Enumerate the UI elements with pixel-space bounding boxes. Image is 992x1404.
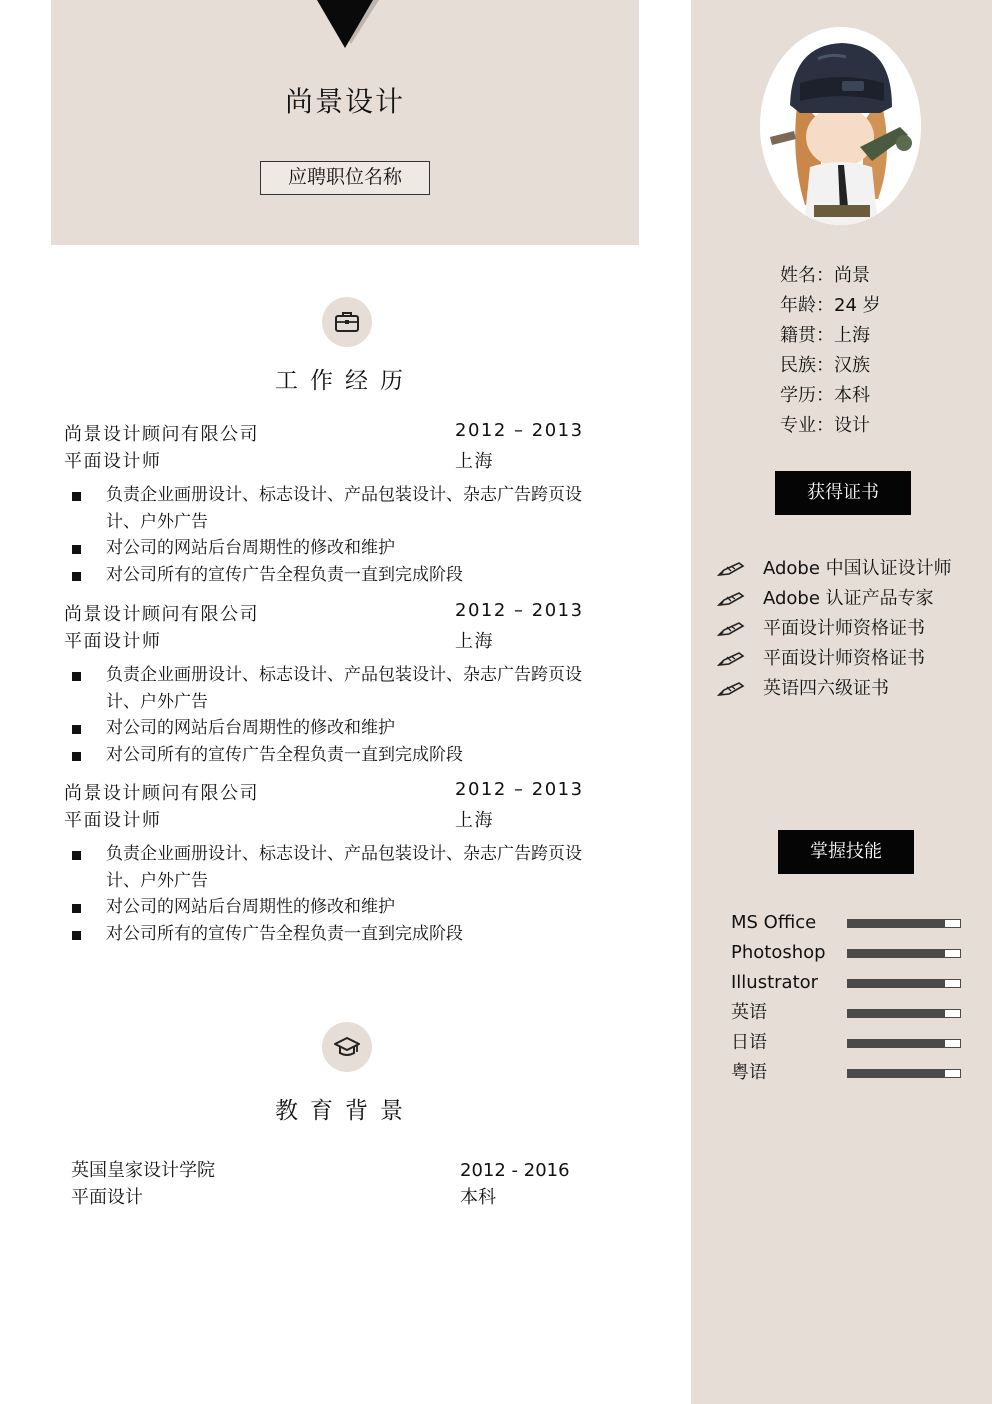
certificate-label: 平面设计师资格证书 [763,618,925,639]
avatar [760,27,921,225]
certificate-label: Adobe 中国认证设计师 [763,558,952,579]
profile-hometown: 籍贯：上海 [780,325,870,346]
certificates-heading: 获得证书 [775,471,911,515]
skill-bar [847,1039,961,1048]
profile-degree: 学历：本科 [780,385,870,406]
duty-item [72,894,612,921]
job-entry [64,600,624,765]
education-degree: 本科 [460,1187,496,1208]
certificate-item [715,644,952,674]
job-location: 上海 [455,810,494,831]
skill-item [731,1028,971,1058]
skill-item [731,968,971,998]
job-duties [72,841,612,947]
skill-bar-fill [848,1040,945,1047]
job-entry [64,779,624,944]
skill-bar [847,979,961,988]
skill-name: MS Office [731,912,817,933]
skill-bar-fill [848,950,945,957]
bullet-square [72,931,81,940]
job-period: 2012 – 2013 [455,600,584,621]
job-header-row [64,600,624,627]
duty-text: 对公司的网站后台周期性的修改和维护 [106,897,395,917]
bullet-square [72,904,81,913]
skill-bar [847,1069,961,1078]
job-company: 尚景设计顾问有限公司 [64,424,259,445]
job-title-box: 应聘职位名称 [260,161,430,195]
duty-item [72,715,612,742]
certificate-item [715,674,952,704]
duty-item [72,535,612,562]
duty-text: 对公司所有的宣传广告全程负责一直到完成阶段 [106,744,463,765]
certificate-label: 英语四六级证书 [763,678,889,699]
skill-item [731,938,971,968]
bullet-square [72,725,81,734]
skill-name: 粤语 [731,1062,767,1083]
pen-icon [717,620,745,638]
duty-text: 负责企业画册设计、标志设计、产品包装设计、杂志广告跨页设计、户外广告 [106,844,582,891]
duty-item [72,482,612,535]
duty-text: 对公司的网站后台周期性的修改和维护 [106,538,395,558]
skill-name: Photoshop [731,942,826,963]
duty-item [72,921,612,948]
candidate-name: 尚景设计 [284,85,405,118]
pen-icon [717,650,745,668]
skill-item [731,998,971,1028]
skills-heading: 掌握技能 [778,830,914,874]
job-header-row [64,420,624,447]
skill-bar-fill [848,980,945,987]
job-period: 2012 – 2013 [455,779,584,800]
duty-item [72,742,612,769]
work-section-title: 工作经历 [275,368,415,394]
duty-text: 对公司所有的宣传广告全程负责一直到完成阶段 [106,923,463,944]
skill-item [731,1058,971,1088]
avatar-illustration [760,27,921,225]
sidebar [691,0,992,1404]
duty-text: 对公司的网站后台周期性的修改和维护 [106,718,395,738]
skill-bar [847,1009,961,1018]
education-section-title: 教育背景 [275,1098,415,1124]
pen-icon [717,680,745,698]
job-duties [72,482,612,588]
duty-item [72,662,612,715]
skill-bar-fill [848,920,945,927]
job-header-row [64,779,624,806]
profile-age: 年龄：24 岁 [780,295,881,316]
education-section-icon [322,1022,372,1072]
duty-item [72,562,612,589]
bullet-square [72,492,81,501]
certificate-label: 平面设计师资格证书 [763,648,925,669]
profile-name: 姓名：尚景 [780,265,870,286]
pen-icon [717,560,745,578]
certificate-label: Adobe 认证产品专家 [763,588,934,609]
skill-name: 英语 [731,1002,767,1023]
job-subheader-row [64,806,624,833]
bullet-square [72,545,81,554]
certificate-item [715,554,952,584]
duty-text: 对公司所有的宣传广告全程负责一直到完成阶段 [106,564,463,585]
bullet-square [72,752,81,761]
header-block [51,0,639,245]
job-subheader-row [64,627,624,654]
graduation-cap-icon [334,1034,360,1060]
profile-info [780,261,881,441]
pen-icon [717,590,745,608]
job-role: 平面设计师 [64,451,162,472]
skill-bar [847,919,961,928]
job-subheader-row [64,447,624,474]
skill-bar-fill [848,1070,945,1077]
bullet-square [72,572,81,581]
job-duties [72,662,612,768]
job-location: 上海 [455,631,494,652]
education-period: 2012 - 2016 [460,1160,570,1181]
duty-text: 负责企业画册设计、标志设计、产品包装设计、杂志广告跨页设计、户外广告 [106,665,582,712]
job-entry [64,420,624,585]
job-role: 平面设计师 [64,810,162,831]
skill-item [731,908,971,938]
certificates-list [715,554,952,704]
bullet-square [72,851,81,860]
skill-name: 日语 [731,1032,767,1053]
job-company: 尚景设计顾问有限公司 [64,604,259,625]
duty-item [72,841,612,894]
skills-list [731,908,971,1088]
work-section-icon [322,297,372,347]
education-major: 平面设计 [71,1187,143,1208]
job-company: 尚景设计顾问有限公司 [64,783,259,804]
bullet-square [72,672,81,681]
profile-major: 专业：设计 [780,415,870,436]
skill-name: Illustrator [731,972,819,993]
certificate-item [715,584,952,614]
job-location: 上海 [455,451,494,472]
certificate-item [715,614,952,644]
profile-ethnicity: 民族：汉族 [780,355,870,376]
duty-text: 负责企业画册设计、标志设计、产品包装设计、杂志广告跨页设计、户外广告 [106,485,582,532]
education-school: 英国皇家设计学院 [71,1160,215,1181]
briefcase-icon [334,309,360,335]
skill-bar-fill [848,1010,945,1017]
skill-bar [847,949,961,958]
job-period: 2012 – 2013 [455,420,584,441]
header-triangle [317,0,373,48]
job-role: 平面设计师 [64,631,162,652]
